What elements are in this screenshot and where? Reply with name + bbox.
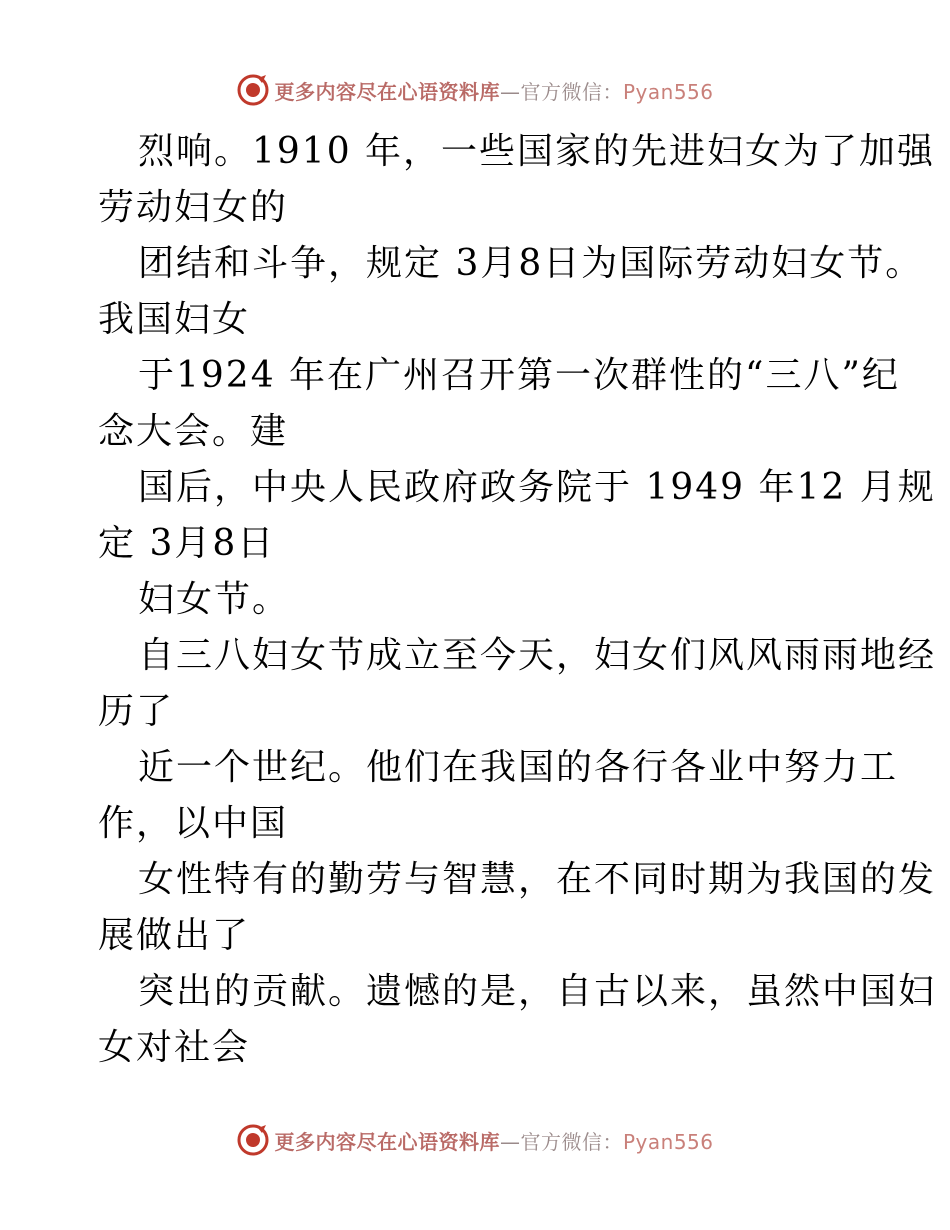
watermark-main: 更多内容尽在心语资料库 (274, 1129, 500, 1154)
text-line: 烈响。1910 年，一些国家的先进妇女为了加强 (138, 131, 936, 172)
watermark-sub: 官方微信： (520, 1129, 623, 1154)
logo-icon (236, 73, 270, 107)
text-line: 女性特有的勤劳与智慧，在不同时期为我国的发 (138, 859, 937, 900)
text-line: 女对社会 (98, 1027, 251, 1068)
logo-icon (236, 1123, 270, 1157)
watermark-main: 更多内容尽在心语资料库 (274, 79, 500, 104)
text-line: 团结和斗争，规定 3月8日为国际劳动妇女节。 (138, 243, 924, 284)
text-line: 自三八妇女节成立至今天，妇女们风风雨雨地经 (138, 635, 937, 676)
text-line: 近一个世纪。他们在我国的各行各业中努力工 (138, 747, 899, 788)
watermark-sub: 官方微信： (520, 79, 623, 104)
text-line: 念大会。建 (98, 411, 289, 452)
text-line: 劳动妇女的 (98, 187, 289, 228)
text-line: 作，以中国 (98, 803, 289, 844)
watermark-dash: — (499, 79, 521, 104)
text-line: 定 3月8日 (98, 523, 276, 564)
text-line: 我国妇女 (98, 299, 251, 340)
watermark-dash: — (499, 1129, 521, 1154)
text-line: 于1924 年在广州召开第一次群性的“三八”纪 (138, 355, 900, 396)
watermark-text (274, 1126, 713, 1155)
watermark-id: Pyan556 (622, 79, 714, 104)
watermark-id: Pyan556 (622, 1129, 714, 1154)
watermark-text (274, 76, 713, 105)
text-line: 展做出了 (98, 915, 251, 956)
text-line: 国后，中央人民政府政务院于 1949 年12 月规 (138, 467, 936, 508)
header-watermark (0, 70, 950, 110)
text-line: 历了 (98, 691, 175, 732)
text-line: 妇女节。 (138, 579, 291, 620)
text-line: 突出的贡献。遗憾的是，自古以来，虽然中国妇 (138, 971, 937, 1012)
footer-watermark (0, 1120, 950, 1160)
document-body (98, 124, 937, 1076)
